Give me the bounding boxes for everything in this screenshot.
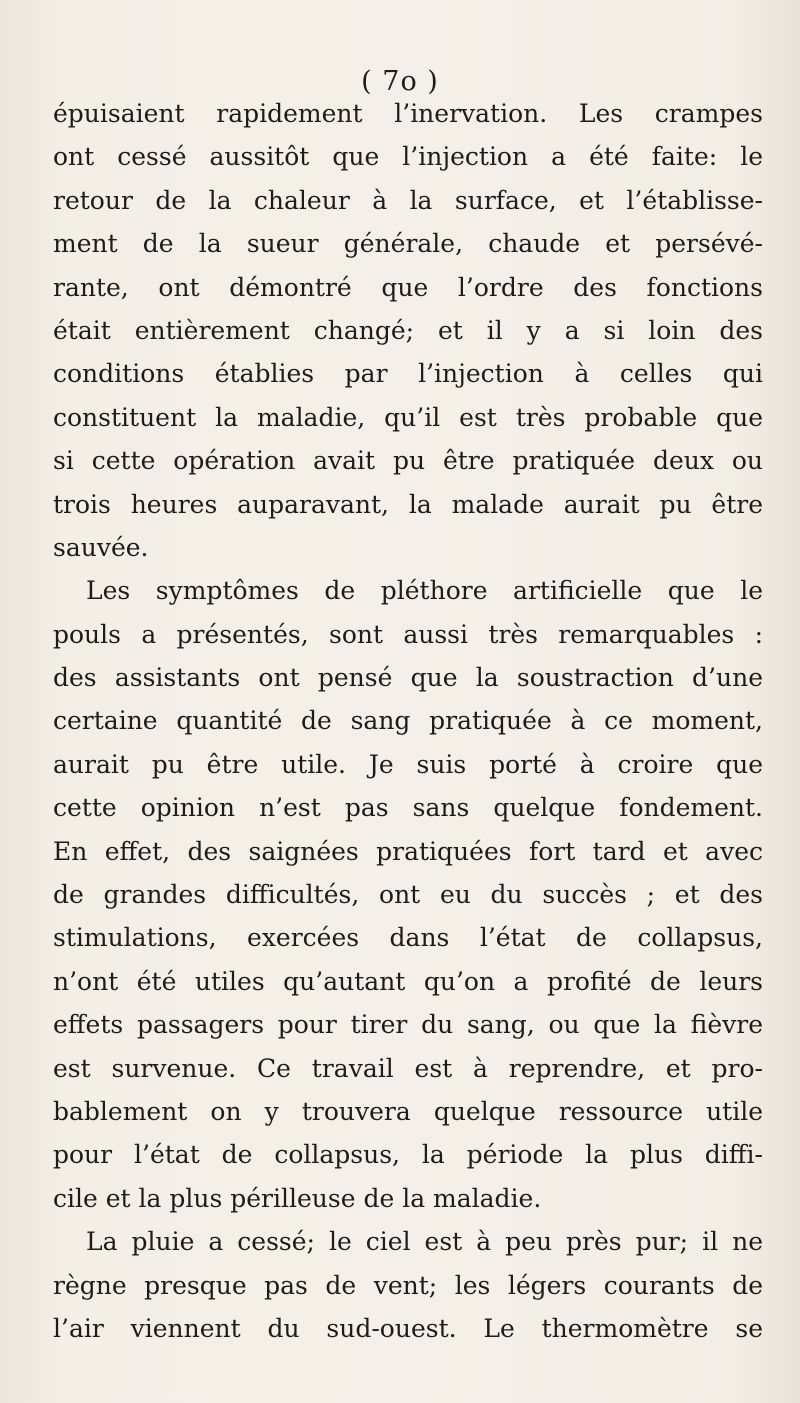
- text-line: des assistants ont pensé que la soustraction d’une: [53, 663, 763, 693]
- text-line: de grandes difficultés, ont eu du succès ; et des: [53, 880, 763, 910]
- text-line: rante, ont démontré que l’ordre des fonctions: [53, 272, 763, 302]
- text-line: épuisaient rapidement l’inervation. Les crampes: [53, 99, 763, 128]
- page-number: ( 7o ): [361, 66, 439, 97]
- text-line: l’air viennent du sud-ouest. Le thermomètre se: [53, 1313, 763, 1343]
- text-line: règne presque pas de vent; les légers courants de: [53, 1270, 763, 1300]
- text-line: si cette opération avait pu être pratiquée deux ou: [53, 446, 763, 476]
- text-line: En effet, des saignées pratiquées fort tard et avec: [53, 836, 763, 866]
- text-line: trois heures auparavant, la malade aurait pu être: [53, 489, 763, 519]
- paragraph-start-line: Les symptômes de pléthore artificielle que le: [86, 576, 763, 606]
- text-line: ont cessé aussitôt que l’injection a été faite: le: [53, 142, 763, 172]
- text-line: était entièrement changé; et il y a si loin des: [53, 315, 763, 345]
- text-line: aurait pu être utile. Je suis porté à croire que: [53, 749, 763, 779]
- text-line: cile et la plus périlleuse de la maladie.: [53, 1183, 542, 1213]
- text-line: effets passagers pour tirer du sang, ou que la fièvre: [53, 1010, 763, 1040]
- text-line: stimulations, exercées dans l’état de collapsus,: [53, 923, 763, 953]
- text-line: n’ont été utiles qu’autant qu’on a profité de leurs: [53, 966, 763, 996]
- text-line: certaine quantité de sang pratiquée à ce moment,: [53, 706, 763, 736]
- text-line: bablement on y trouvera quelque ressource utile: [53, 1096, 763, 1126]
- text-line: sauvée.: [53, 532, 149, 562]
- text-line: conditions établies par l’injection à celles qui: [53, 359, 763, 389]
- text-line: retour de la chaleur à la surface, et l’établisse-: [53, 185, 763, 215]
- text-line: pouls a présentés, sont aussi très remarquables :: [53, 619, 763, 649]
- text-line: ment de la sueur générale, chaude et persévé-: [53, 229, 763, 259]
- paragraph-start-line: La pluie a cessé; le ciel est à peu près pur; il ne: [86, 1227, 763, 1257]
- text-line: constituent la maladie, qu’il est très probable que: [53, 402, 763, 432]
- body-text: [53, 92, 763, 1350]
- text-line: pour l’état de collapsus, la période la plus diffi-: [53, 1140, 763, 1170]
- text-line: est survenue. Ce travail est à reprendre, et pro-: [53, 1053, 763, 1083]
- text-line: cette opinion n’est pas sans quelque fondement.: [53, 793, 763, 823]
